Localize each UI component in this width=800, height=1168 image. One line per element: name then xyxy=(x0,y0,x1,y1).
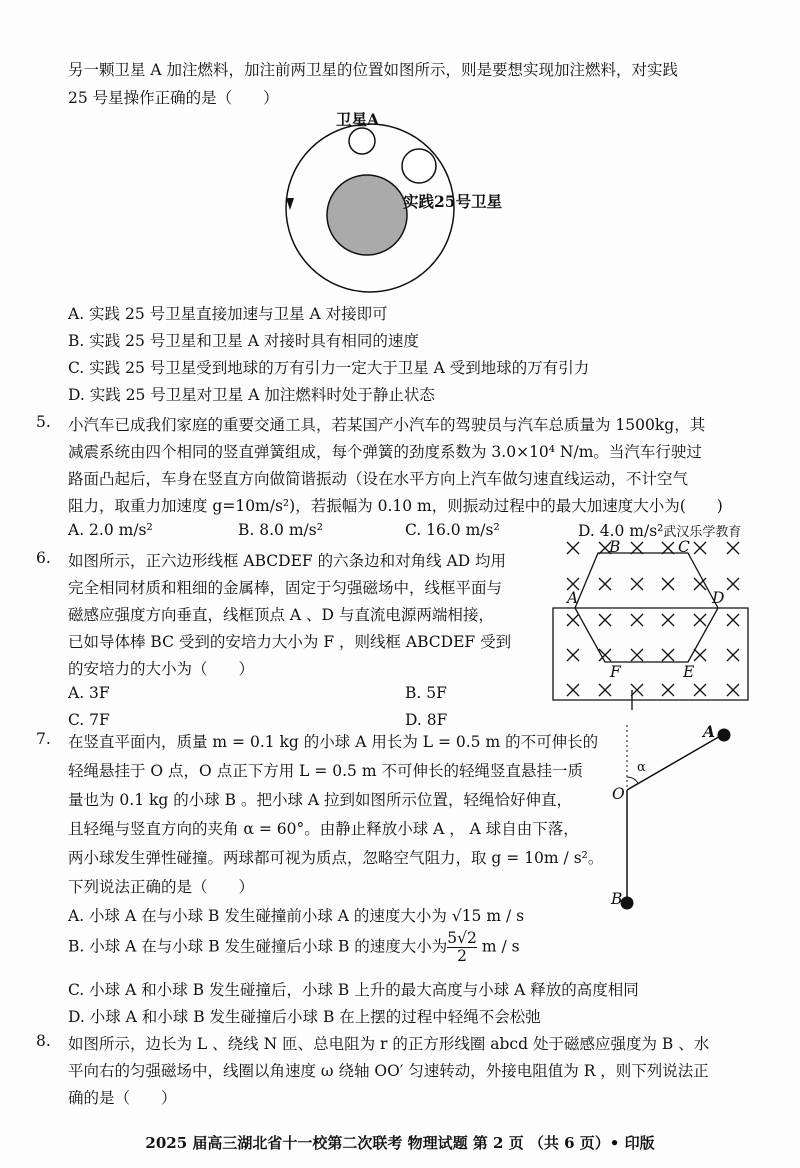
q5-option-c: C. 16.0 m/s² xyxy=(405,521,500,539)
field-cross-icon xyxy=(727,614,739,626)
q7-line: 在竖直平面内，质量 m = 0.1 kg 的小球 A 用长为 L = 0.5 m 的不可伸长的 xyxy=(68,733,599,751)
field-cross-icon xyxy=(599,578,611,590)
field-cross-icon xyxy=(567,542,579,554)
q5-line: 小汽车已成我们家庭的重要交通工具，若某国产小汽车的驾驶员与汽车总质量为 1500kg，其 xyxy=(68,416,706,434)
q5-line: 阻力，取重力加速度 g=10m/s²)，若振幅为 0.10 m，则振动过程中的最大加速度大小为( ) xyxy=(68,497,723,515)
sj25-label: 实践25号卫星 xyxy=(403,192,503,211)
vertex-d: D xyxy=(712,589,725,607)
field-cross-icon xyxy=(694,614,706,626)
q7-line: 且轻绳与竖直方向的夹角 α = 60°。由静止释放小球 A ， A 球自由下落， xyxy=(68,820,579,838)
q6-line: 磁感应强度方向垂直，线框顶点 A 、D 与直流电源两端相接， xyxy=(68,606,494,624)
label-b: B xyxy=(611,890,623,908)
denominator: 2 xyxy=(457,947,468,966)
field-cross-icon xyxy=(567,649,579,661)
q4-option-b: B. 实践 25 号卫星和卫星 A 对接时具有相同的速度 xyxy=(68,332,419,350)
q6-option-a: A. 3F xyxy=(68,684,110,702)
q6-option-b: B. 5F xyxy=(405,684,447,702)
q4-line: 另一颗卫星 A 加注燃料，加注前两卫星的位置如图所示，则是要想实现加注燃料，对实践 xyxy=(68,61,679,79)
page-footer: 2025 届高三湖北省十一校第二次联考 物理试题 第 2 页 （共 6 页）• 印版 xyxy=(145,1134,655,1152)
q7-line: 轻绳悬挂于 O 点，O 点正下方用 L = 0.5 m 不可伸长的轻绳竖直悬挂一质 xyxy=(68,762,583,780)
q7-option-b xyxy=(68,930,520,965)
q6-line: 的安培力的大小为（ ） xyxy=(68,660,255,678)
label-alpha: α xyxy=(637,760,646,775)
q6-line: 完全相同材质和粗细的金属棒，固定于匀强磁场中，线框平面与 xyxy=(68,579,503,597)
q7-option-b-text: B. 小球 A 在与小球 B 发生碰撞后小球 B 的速度大小为 xyxy=(68,937,448,956)
field-cross-icon xyxy=(631,542,643,554)
label-a: A xyxy=(703,722,716,741)
q6-line: 已如导体棒 BC 受到的安培力大小为 F ，则线框 ABCDEF 受到 xyxy=(68,633,512,651)
q8-number: 8. xyxy=(36,1032,51,1050)
q6-option-d: D. 8F xyxy=(405,711,448,729)
satellite-a xyxy=(349,128,375,154)
field-cross-icon xyxy=(662,542,674,554)
q4-line: 25 号星操作正确的是（ ） xyxy=(68,89,279,107)
q7-option-c: C. 小球 A 和小球 B 发生碰撞后，小球 B 上升的最大高度与小球 A 释放的高度相同 xyxy=(68,981,639,999)
field-cross-icon xyxy=(567,684,579,696)
q5-option-a: A. 2.0 m/s² xyxy=(68,521,153,539)
numerator: 5√2 xyxy=(447,929,477,947)
q7-number: 7. xyxy=(36,730,51,748)
q8-line: 如图所示，边长为 L 、绕线 N 匝、总电阻为 r 的正方形线圈 abcd 处于磁感应强度为 B 、水 xyxy=(68,1035,710,1053)
q5-option-d xyxy=(578,521,741,540)
satellite-sj25 xyxy=(402,149,436,183)
unit: m / s xyxy=(476,937,520,956)
earth xyxy=(327,175,407,255)
ball-a xyxy=(718,729,730,741)
field-cross-icon xyxy=(727,649,739,661)
q6-line: 如图所示，正六边形线框 ABCDEF 的六条边和对角线 AD 均用 xyxy=(68,552,507,570)
field-cross-icon xyxy=(631,649,643,661)
q5-option-b: B. 8.0 m/s² xyxy=(238,521,323,539)
label-o: O xyxy=(612,785,625,803)
field-cross-icon xyxy=(567,614,579,626)
field-cross-icon xyxy=(599,614,611,626)
pendulum-figure xyxy=(621,725,730,909)
vertex-b: B xyxy=(609,538,621,556)
fraction xyxy=(447,930,477,965)
field-cross-icon xyxy=(599,684,611,696)
vertex-f: F xyxy=(610,663,621,681)
field-cross-icon xyxy=(727,684,739,696)
satellite-a-label: 卫星A xyxy=(336,110,380,129)
vertex-c: C xyxy=(678,538,690,556)
field-cross-icon xyxy=(727,542,739,554)
q8-line: 平向右的匀强磁场中，线圈以角速度 ω 绕轴 OO′ 匀速转动，外接电阻值为 R ，则下列说法正 xyxy=(68,1062,709,1080)
orbit-arrow-icon xyxy=(286,198,294,210)
field-cross-icon xyxy=(694,684,706,696)
q4-option-c: C. 实践 25 号卫星受到地球的万有引力一定大于卫星 A 受到地球的万有引力 xyxy=(68,359,590,377)
angle-arc xyxy=(627,777,638,783)
field-cross-icon xyxy=(662,649,674,661)
field-cross-icon xyxy=(694,542,706,554)
field-cross-icon xyxy=(631,684,643,696)
field-cross-icon xyxy=(662,578,674,590)
q4-option-d: D. 实践 25 号卫星对卫星 A 加注燃料时处于静止状态 xyxy=(68,386,435,404)
q7-line: 量也为 0.1 kg 的小球 B 。把小球 A 拉到如图所示位置，轻绳恰好伸直， xyxy=(68,791,573,809)
field-cross-icon xyxy=(631,614,643,626)
q7-line: 下列说法正确的是（ ） xyxy=(68,878,255,896)
q6-option-c: C. 7F xyxy=(68,711,110,729)
q5-number: 5. xyxy=(36,413,51,431)
hexagon-figure xyxy=(553,542,748,710)
field-cross-icon xyxy=(662,684,674,696)
field-cross-icon xyxy=(727,578,739,590)
q8-line: 确的是（ ） xyxy=(68,1089,177,1107)
field-cross-icon xyxy=(694,649,706,661)
q7-option-d: D. 小球 A 和小球 B 发生碰撞后小球 B 在上摆的过程中轻绳不会松弛 xyxy=(68,1008,541,1026)
q7-line: 两小球发生弹性碰撞。两球都可视为质点，忽略空气阻力，取 g = 10m / s²。 xyxy=(68,849,604,867)
field-cross-icon xyxy=(662,614,674,626)
field-cross-icon xyxy=(631,578,643,590)
ball-b xyxy=(621,897,633,909)
q6-number: 6. xyxy=(36,549,51,567)
q4-option-a: A. 实践 25 号卫星直接加速与卫星 A 对接即可 xyxy=(68,305,388,323)
q5-option-d-text: D. 4.0 m/s² xyxy=(578,522,664,540)
watermark: 武汉乐学教育 xyxy=(663,525,742,540)
q5-line: 减震系统由四个相同的竖直弹簧组成，每个弹簧的劲度系数为 3.0×10⁴ N/m。当汽车行驶过 xyxy=(68,443,702,461)
q7-option-a: A. 小球 A 在与小球 B 发生碰撞前小球 A 的速度大小为 √15 m / s xyxy=(68,907,525,925)
q5-line: 路面凸起后，车身在竖直方向做简谐振动（设在水平方向上汽车做匀速直线运动，不计空气 xyxy=(68,470,689,488)
vertex-a: A xyxy=(567,589,579,607)
vertex-e: E xyxy=(683,663,695,681)
